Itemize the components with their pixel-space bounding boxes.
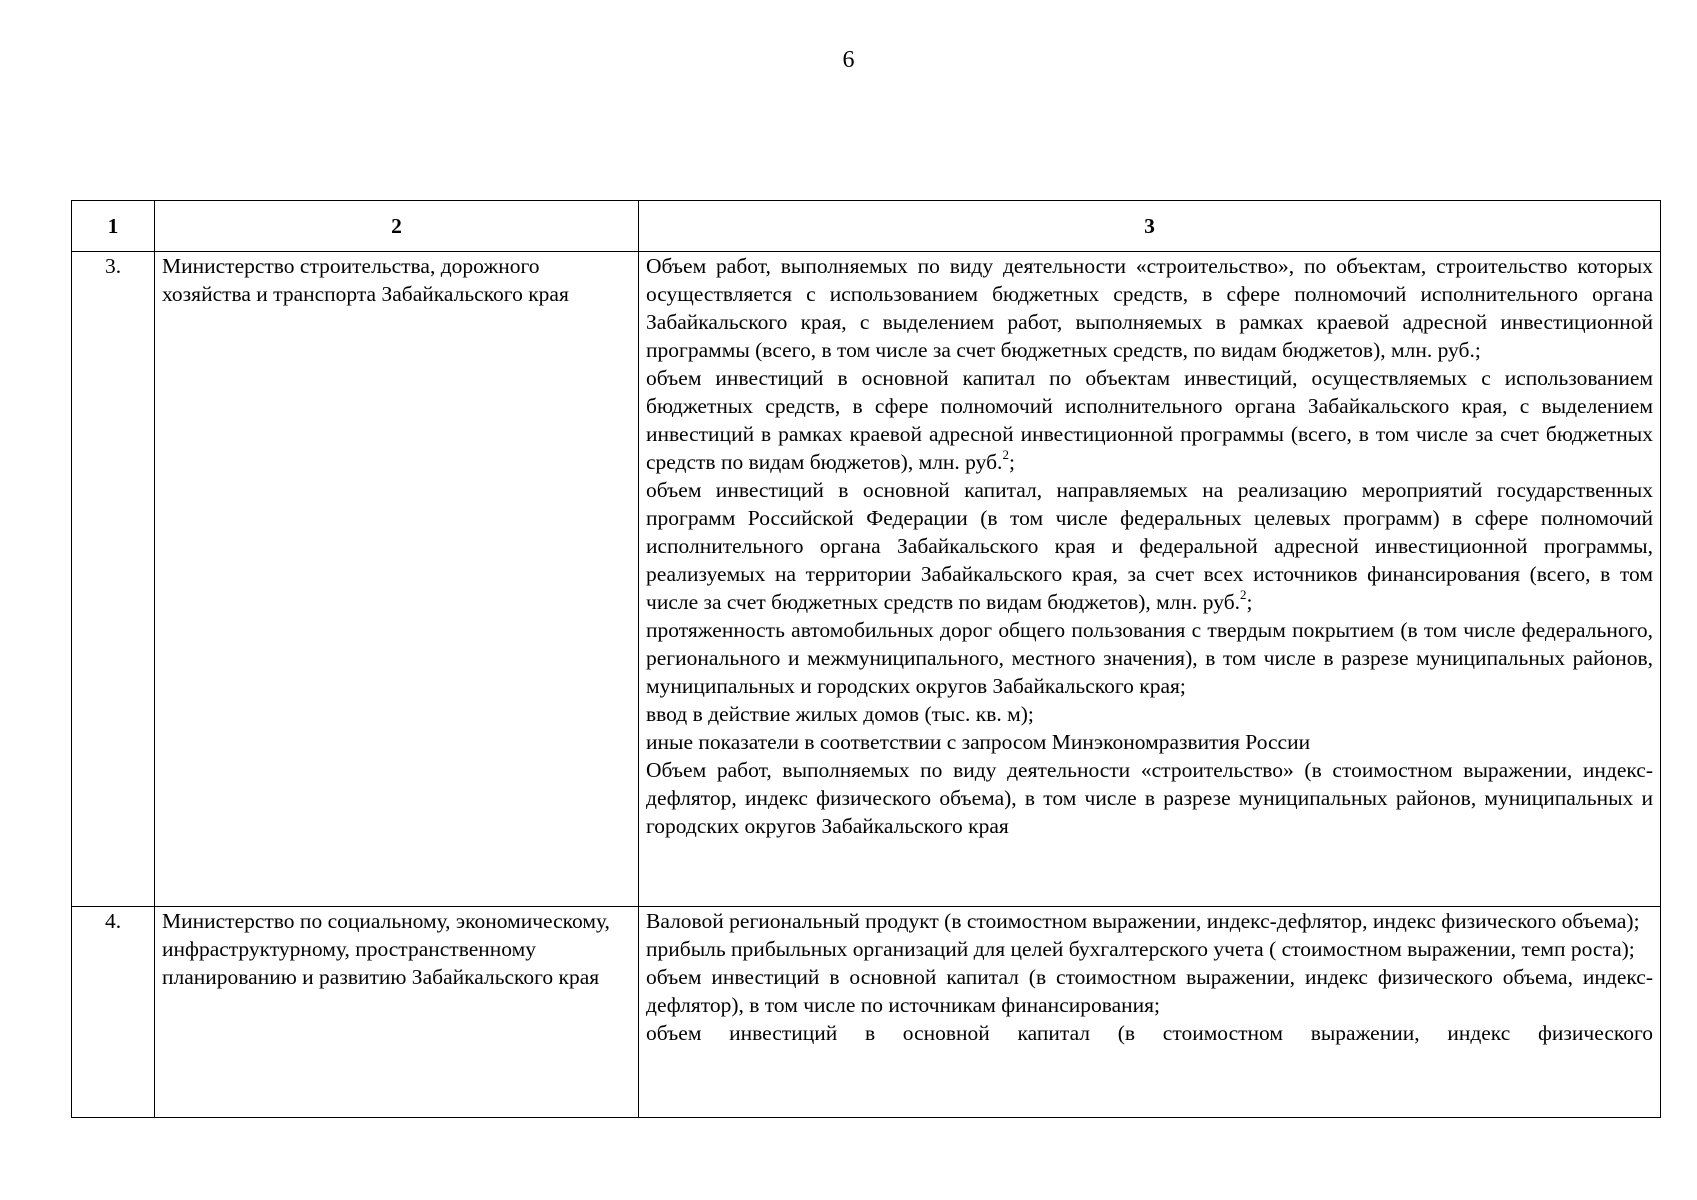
organization-name: Министерство по социальному, экономическому, инфраструктурному, пространственному планированию и развитию Забайкальского края xyxy=(155,907,639,1118)
footnote-ref: 2 xyxy=(1240,586,1247,602)
footnote-ref: 2 xyxy=(1002,446,1009,462)
indicator-item: протяженность автомобильных дорог общего пользования с твердым покрытием (в том числе федерального, регионального и межмуниципального, местного значения), в том числе в разрезе муниципальных районов, муниципальных и городских округов Забайкальского края; xyxy=(646,618,1653,698)
indicator-item: прибыль прибыльных организаций для целей бухгалтерского учета ( стоимостном выражении, темп роста); xyxy=(646,937,1635,961)
indicator-item: Валовой региональный продукт (в стоимостном выражении, индекс-дефлятор, индекс физического объема); xyxy=(646,909,1640,933)
table-header-row xyxy=(72,201,1661,252)
indicators-cell xyxy=(639,252,1661,907)
page-number: 6 xyxy=(842,47,855,73)
indicator-item: объем инвестиций в основной капитал (в стоимостном выражении, индекс физического объема, индекс-дефлятор), в том числе по источникам финансирования; xyxy=(646,965,1653,1017)
indicator-item: объем инвестиций в основной капитал (в стоимостном выражении, индекс физического xyxy=(646,1021,1653,1045)
ministries-table xyxy=(71,200,1661,1118)
indicator-item: объем инвестиций в основной капитал по объектам инвестиций, осуществляемых с использованием бюджетных средств, в сфере полномочий исполнительного органа Забайкальского края, с выделением инвестиций в рамках краевой адресной инвестиционной программы (всего, в том числе за счет бюджетных средств по видам бюджетов), млн. руб.$^2$; xyxy=(646,366,1653,474)
organization-name: Министерство строительства, дорожного хозяйства и транспорта Забайкальского края xyxy=(155,252,639,907)
indicator-item: Объем работ, выполняемых по виду деятельности «строительство» (в стоимостном выражении, индекс-дефлятор, индекс физического объема), в том числе в разрезе муниципальных районов, муниципальных и городских округов Забайкальского края xyxy=(646,758,1653,838)
column-header-2: 2 xyxy=(155,201,639,252)
indicators-clip xyxy=(646,907,1653,1107)
column-header-3: 3 xyxy=(639,201,1661,252)
table-row xyxy=(72,252,1661,907)
indicator-item: ввод в действие жилых домов (тыс. кв. м); xyxy=(646,702,1034,726)
row-number: 3. xyxy=(72,252,155,907)
indicators-cell xyxy=(639,907,1661,1118)
indicator-item: иные показатели в соответствии с запросом Минэкономразвития России xyxy=(646,730,1311,754)
column-header-1: 1 xyxy=(72,201,155,252)
row-number: 4. xyxy=(72,907,155,1118)
table-row xyxy=(72,907,1661,1118)
indicator-item: объем инвестиций в основной капитал, направляемых на реализацию мероприятий государственных программ Российской Федерации (в том числе федеральных целевых программ) в сфере полномочий исполнительного органа Забайкальского края и федеральной адресной инвестиционной программы, реализуемых на территории Забайкальского края, за счет всех источников финансирования (всего, в том числе за счет бюджетных средств по видам бюджетов), млн. руб.$^2$; xyxy=(646,478,1653,614)
indicator-item: Объем работ, выполняемых по виду деятельности «строительство», по объектам, строительство которых осуществляется с использованием бюджетных средств, в сфере полномочий исполнительного органа Забайкальского края, с выделением работ, выполняемых в рамках краевой адресной инвестиционной программы (всего, в том числе за счет бюджетных средств, по видам бюджетов), млн. руб.; xyxy=(646,254,1653,362)
